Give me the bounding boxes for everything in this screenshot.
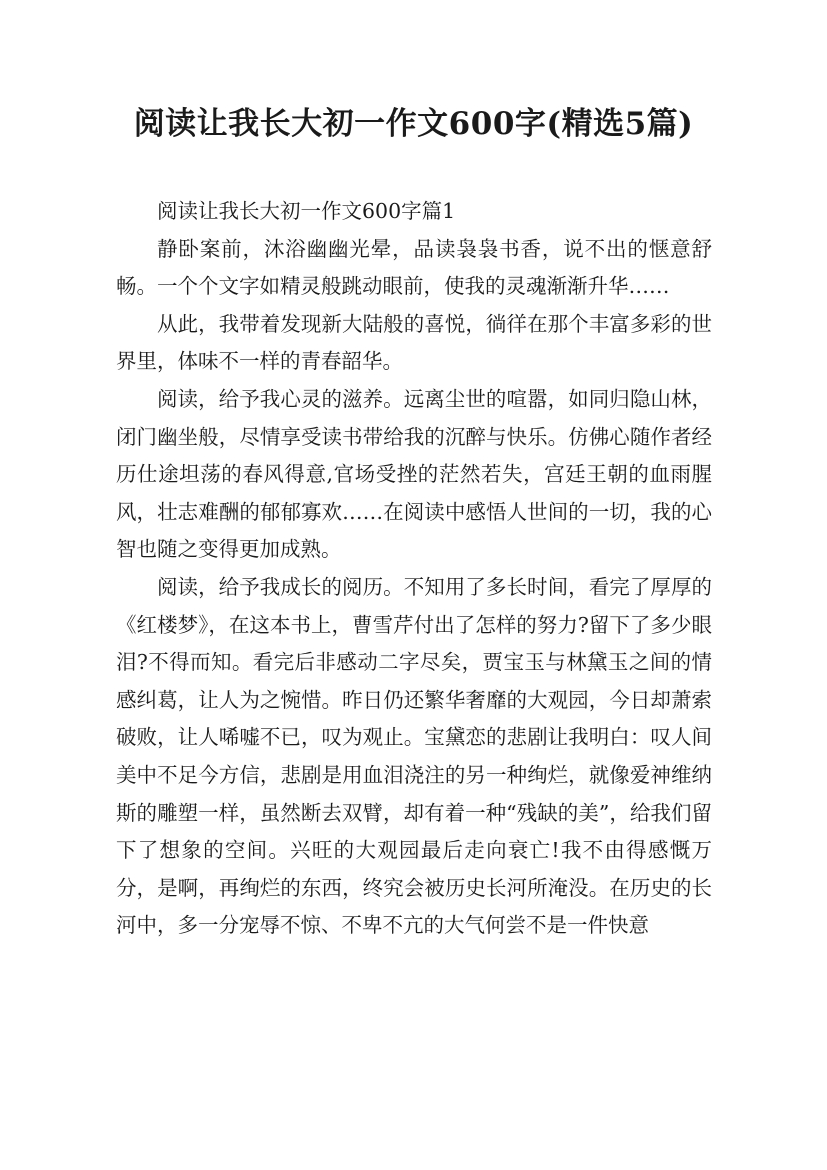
paragraph: 静卧案前，沐浴幽幽光晕，品读袅袅书香，说不出的惬意舒畅。一个个文字如精灵般跳动眼前，使我的灵魂渐渐升华…… (116, 236, 712, 299)
section-heading: 阅读让我长大初一作文600字篇1 (157, 199, 456, 223)
paragraph: 从此，我带着发现新大陆般的喜悦，徜徉在那个丰富多彩的世界里，体味不一样的青春韶华。 (116, 311, 712, 374)
paragraph: 阅读，给予我成长的阅历。不知用了多长时间，看完了厚厚的《红楼梦》，在这本书上，曹雪芹付出了怎样的努力?留下了多少眼泪?不得而知。看完后非感动二字尽矣，贾宝玉与林黛玉之间的情感纠葛，让人为之惋惜。昨日仍还繁华奢靡的大观园，今日却萧索破败，让人唏嘘不已，叹为观止。宝黛恋的悲剧让我明白：叹人间美中不足今方信，悲剧是用血泪浇注的另一种绚烂，就像爱神维纳斯的雕塑一样，虽然断去双臂，却有着一种“残缺的美”，给我们留下了想象的空间。兴旺的大观园最后走向衰亡!我不由得感慨万分，是啊，再绚烂的东西，终究会被历史长河所淹没。在历史的长河中，多一分宠辱不惊、不卑不亢的大气何尝不是一件快意 (116, 574, 712, 938)
paragraph: 阅读，给予我心灵的滋养。远离尘世的喧嚣，如同归隐山林，闭门幽坐般，尽情享受读书带给我的沉醉与快乐。仿佛心随作者经历仕途坦荡的春风得意,官场受挫的茫然若失，宫廷王朝的血雨腥风，壮志难酬的郁郁寡欢……在阅读中感悟人世间的一切，我的心智也随之变得更加成熟。 (116, 386, 712, 562)
document-body (116, 193, 712, 945)
document-title: 阅读让我长大初一作文600字(精选5篇) (133, 106, 694, 142)
